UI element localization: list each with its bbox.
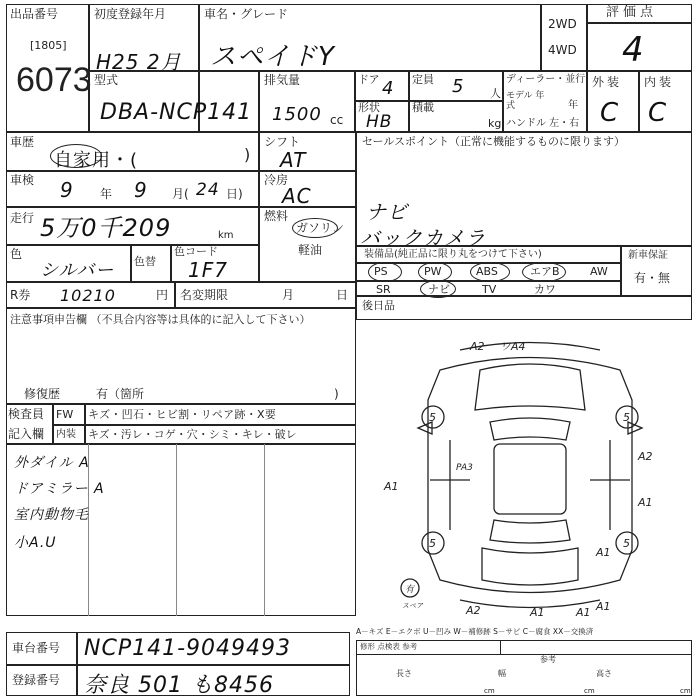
displacement-value: 1500 — [272, 104, 322, 125]
inspector-label1: 検査員 — [8, 407, 45, 421]
exterior-value: C — [600, 98, 620, 128]
equip-navi: ナビ — [428, 283, 450, 296]
first-reg-value: H25 2月 — [96, 50, 182, 74]
name-grade-label: 車名・グレード — [204, 7, 289, 21]
inspection-day-unit: 日) — [226, 187, 243, 201]
inspection-year: 9 — [60, 178, 74, 202]
dmg-label-0: A2 — [470, 340, 485, 353]
inspection-month-unit: 月( — [172, 187, 189, 201]
remark-line-2: ドアミラー A — [14, 481, 105, 497]
doors-value: 4 — [382, 78, 395, 99]
dmg-label-5: A2 — [638, 450, 653, 463]
dmg-label-11: A2 — [466, 604, 481, 617]
int-text: キズ・汚レ・コゲ・穴・シミ・キレ・破レ — [88, 428, 297, 441]
r-label: R券 — [10, 288, 31, 302]
lot-sub: [1805] — [30, 39, 67, 52]
displacement-unit: cc — [330, 113, 344, 127]
plate-value: 奈良 501 も8456 — [84, 673, 274, 698]
new-record-value: 有・無 — [634, 271, 671, 285]
color-value: シルバー — [40, 260, 115, 281]
repair-value: 有（箇所 — [96, 387, 145, 401]
equip-leather: カワ — [534, 283, 556, 296]
equip-pw-circle — [418, 262, 452, 282]
new-record-label: 新車保証 — [628, 250, 668, 261]
repair-label: 修復歴 — [24, 387, 61, 401]
equip-ps: PS — [374, 265, 388, 278]
first-reg-label: 初度登録年月 — [94, 7, 167, 21]
spare-label: スペア — [402, 602, 423, 610]
inspection-label: 車検 — [10, 173, 35, 187]
equip-abs: ABS — [476, 265, 498, 278]
dmg-label-6: A1 — [638, 496, 653, 509]
color-code-value: 1F7 — [188, 258, 228, 282]
dealer-label: ディーラー・並行 — [506, 74, 586, 85]
dmg-label-14: PA3 — [456, 463, 473, 473]
dmg-label-13: A1 — [576, 606, 591, 619]
dmg-label-1: ワA4 — [500, 340, 526, 353]
shape-value: HB — [366, 112, 393, 132]
name-change-label: 名変期限 — [180, 288, 229, 302]
dmg-label-7: 5 — [429, 537, 436, 550]
equip-sr: SR — [376, 283, 391, 296]
dmg-label-10: A1 — [596, 600, 611, 613]
shift-label: シフト — [264, 135, 301, 149]
car-diagram — [370, 330, 690, 620]
remark-line-4: 小A.U — [14, 535, 57, 551]
load-unit: kg — [488, 117, 502, 130]
lot-number: 6073 — [16, 61, 92, 99]
fuel-gasoline: ガソリン — [296, 221, 345, 235]
chassis-label: 車台番号 — [12, 641, 61, 655]
spare-value: 有 — [405, 585, 415, 595]
r-unit: 円 — [156, 288, 169, 302]
interior-value: C — [648, 98, 668, 128]
cm-unit-2: cm — [584, 687, 595, 695]
rating-value: 4 — [622, 30, 645, 70]
fw-text: キズ・凹石・ヒビ割・リペア跡・X要 — [88, 408, 277, 421]
fuel-diesel: 軽油 — [298, 243, 323, 257]
name-grade-value: スペイドY — [210, 42, 335, 72]
equip-airbag: エアB — [530, 265, 560, 278]
cm-unit-1: cm — [484, 687, 495, 695]
fw-label: FW — [56, 408, 74, 421]
load-label: 積載 — [412, 101, 434, 114]
dmg-label-8: 5 — [623, 537, 630, 550]
color-code-label: 色コード — [174, 245, 218, 258]
displacement-label: 排気量 — [264, 73, 301, 87]
dmg-label-9: A1 — [596, 546, 611, 559]
shape-label: 形状 — [358, 101, 380, 114]
inspection-year-unit: 年 — [100, 187, 113, 201]
equip-ps-circle — [368, 262, 402, 282]
rear-label: 後日品 — [362, 299, 395, 312]
drive-2wd: 2WD — [548, 17, 577, 31]
capacity-value: 5 — [452, 76, 465, 97]
cm-unit-3: cm — [680, 687, 691, 695]
model-label: 型式 — [94, 73, 119, 87]
eval-label: 参考 — [540, 655, 556, 664]
rating-label: 評価点 — [606, 5, 658, 20]
model-value: DBA-NCP141 — [100, 100, 253, 125]
sales-title: セールスポイント（正常に機能するものに限ります） — [362, 135, 626, 148]
doors-label: ドア — [358, 73, 380, 86]
dmg-label-12: A1 — [530, 606, 545, 619]
plate-label: 登録番号 — [12, 673, 61, 687]
equip-pw: PW — [424, 265, 442, 278]
color-label: 色 — [10, 247, 23, 261]
fuel-label: 燃料 — [264, 209, 289, 223]
ac-label: 冷房 — [264, 173, 289, 187]
inspector-label2: 記入欄 — [8, 427, 45, 441]
sales-line2: バックカメラ — [360, 226, 486, 250]
interior-label: 内装 — [644, 75, 675, 89]
equipment-title: 装備品(純正品に限り丸をつけて下さい) — [364, 249, 542, 260]
sales-line1: ナビ — [366, 200, 408, 224]
ac-value: AC — [282, 184, 312, 208]
exterior-label: 外装 — [592, 75, 623, 89]
color-change-label: 色替 — [134, 255, 156, 268]
shift-value: AT — [280, 148, 307, 172]
appearance-label: 修形 点検表 参考 — [360, 642, 418, 651]
dmg-label-4: A1 — [384, 480, 399, 493]
mileage-unit: km — [218, 230, 234, 241]
history-label: 車歴 — [10, 135, 35, 149]
lot-label: 出品番号 — [10, 7, 59, 21]
rear-frame — [356, 296, 692, 320]
legend-codes: A－キズ E－エクボ U－凹み W－補修跡 S－サビ C－腐食 XX－交換済 — [356, 627, 594, 636]
remark-line-3: 室内動物毛 — [14, 507, 89, 523]
equip-aw: AW — [590, 265, 608, 278]
mileage-value: 5万0千209 — [40, 214, 172, 242]
chassis-value: NCP141-9049493 — [84, 636, 291, 661]
height-label: 高さ — [596, 669, 612, 678]
repair-close: ) — [334, 387, 339, 401]
capacity-label: 定員 — [412, 73, 434, 86]
length-label: 長さ — [396, 669, 412, 678]
drive-4wd: 4WD — [548, 43, 577, 57]
equip-tv: TV — [482, 283, 497, 296]
dmg-label-3: 5 — [623, 411, 630, 424]
width-label: 幅 — [498, 669, 506, 678]
name-change-day: 日 — [336, 288, 349, 302]
mileage-label: 走行 — [10, 211, 35, 225]
int-label: 内装 — [56, 429, 76, 440]
r-value: 10210 — [60, 286, 116, 305]
model-year-label: モデル 年式 — [506, 91, 545, 111]
name-change-month: 月 — [282, 288, 295, 302]
history-close: ) — [244, 145, 251, 164]
inspection-month: 9 — [134, 178, 148, 202]
equip-airbag-circle — [522, 262, 566, 282]
dmg-label-2: 5 — [429, 411, 436, 424]
remark-line-1: 外ダイル A — [14, 455, 90, 471]
inspection-day: 24 — [196, 180, 220, 200]
equip-abs-circle — [470, 262, 510, 282]
capacity-unit: 人 — [490, 87, 501, 100]
handle-label: ハンドル 左・右 — [506, 118, 580, 129]
notes-title: 注意事項申告欄 （不具合内容等は具体的に記入して下さい） — [10, 313, 311, 326]
history-value: 自家用・( — [54, 150, 139, 171]
year-unit: 年 — [568, 100, 578, 111]
